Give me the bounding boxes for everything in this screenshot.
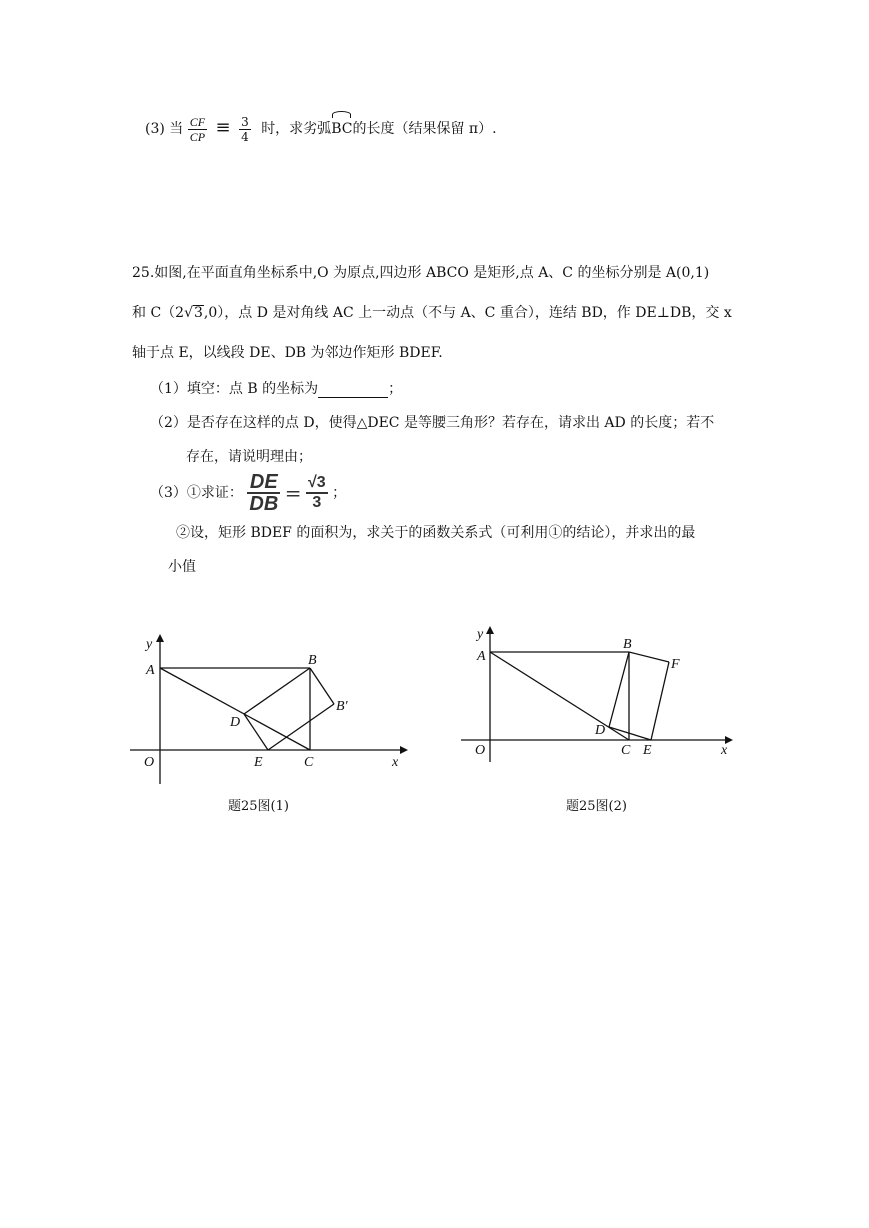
equals-sign: = bbox=[284, 481, 302, 505]
ratio-numerator: CF bbox=[189, 114, 206, 129]
label-f: F bbox=[671, 657, 680, 672]
label-e: E bbox=[643, 743, 652, 758]
equiv-sign: ≡ bbox=[215, 117, 231, 138]
q25-part1-end: ； bbox=[388, 381, 403, 397]
segment-fe bbox=[651, 662, 669, 740]
segment-bpe bbox=[268, 704, 334, 750]
label-o: O bbox=[475, 743, 486, 758]
segment-db bbox=[609, 652, 629, 727]
segment-de bbox=[609, 727, 651, 740]
q24-part3-mid: 时，求劣弧 bbox=[261, 121, 332, 137]
q25-part1 bbox=[150, 378, 402, 398]
q25-part3b-line2: 小值 bbox=[168, 559, 196, 575]
segment-bbp bbox=[310, 668, 334, 704]
label-y: y bbox=[146, 637, 153, 652]
label-x: x bbox=[721, 743, 728, 758]
x-arrow-icon bbox=[400, 746, 408, 754]
sqrt3-numerator: √3 bbox=[306, 474, 328, 494]
q25-part3 bbox=[150, 472, 346, 514]
q25-line2 bbox=[132, 302, 732, 322]
ratio-cf-cp bbox=[188, 115, 207, 144]
label-e: E bbox=[254, 755, 263, 770]
sqrt3-over-3 bbox=[306, 474, 328, 512]
value-numerator: 3 bbox=[241, 114, 249, 129]
q25-part1-label: （1）填空：点 B 的坐标为 bbox=[150, 381, 319, 397]
diagonal-ac bbox=[490, 652, 629, 740]
q24-part3-number: (3) bbox=[145, 121, 165, 137]
q24-part3-prefix: 当 bbox=[169, 121, 184, 137]
segment-db bbox=[244, 668, 310, 714]
q25-line3: 轴于点 E，以线段 DE、DB 为邻边作矩形 BDEF. bbox=[132, 345, 443, 361]
three-denominator: 3 bbox=[312, 494, 322, 511]
y-arrow-icon bbox=[486, 626, 494, 634]
figure-25-1-caption: 题25图(1) bbox=[228, 799, 289, 814]
label-c: C bbox=[621, 743, 631, 758]
label-c: C bbox=[304, 755, 314, 770]
value-denominator: 4 bbox=[241, 129, 249, 144]
answer-blank bbox=[318, 383, 388, 398]
q25-line1: 25.如图,在平面直角坐标系中,O 为原点,四边形 ABCO 是矩形,点 A、C 的坐标分别是 A(0,1) bbox=[132, 265, 710, 281]
segment-bf bbox=[629, 652, 669, 662]
label-a: A bbox=[477, 649, 486, 664]
label-b: B bbox=[623, 637, 632, 652]
de-db-numerator: DE bbox=[247, 472, 280, 494]
q25-part2-line2: 存在，请说明理由； bbox=[186, 449, 312, 465]
q24-part3 bbox=[145, 114, 497, 144]
label-bprime: B′ bbox=[336, 699, 348, 714]
sqrt-radicand: 3 bbox=[194, 305, 203, 321]
label-a: A bbox=[146, 663, 155, 678]
label-x: x bbox=[392, 755, 399, 770]
q25-line2-b: ,0），点 D 是对角线 AC 上一动点（不与 A、C 重合），连结 BD，作 DE⊥DB，交 x bbox=[203, 305, 732, 321]
ratio-denominator: CP bbox=[189, 129, 206, 144]
label-d: D bbox=[595, 723, 606, 738]
q25-line2-a: 和 C（2 bbox=[132, 305, 185, 321]
figure-25-1 bbox=[120, 632, 420, 792]
q25-part3b-line1: ②设，矩形 BDEF 的面积为，求关于的函数关系式（可利用①的结论），并求出的最 bbox=[176, 525, 696, 541]
segment-de bbox=[244, 714, 268, 750]
diagonal-ac bbox=[160, 668, 310, 750]
de-db-denominator: DB bbox=[249, 493, 279, 515]
label-y: y bbox=[477, 627, 484, 642]
figure-25-2-caption: 题25图(2) bbox=[566, 799, 627, 814]
q25-part3-label: （3）①求证： bbox=[150, 485, 243, 501]
label-b: B bbox=[308, 653, 317, 668]
q25-part3-end: ； bbox=[332, 485, 347, 501]
arc-bc: BC bbox=[331, 115, 352, 143]
label-o: O bbox=[144, 755, 155, 770]
y-arrow-icon bbox=[156, 634, 164, 642]
ratio-value bbox=[239, 115, 251, 144]
sqrt-sign: √ bbox=[184, 305, 193, 321]
q25-part2-line1: （2）是否存在这样的点 D，使得△DEC 是等腰三角形？若存在，请求出 AD 的长度；若不 bbox=[150, 415, 715, 431]
figure-25-2 bbox=[455, 622, 755, 772]
label-d: D bbox=[230, 715, 241, 730]
de-db-fraction bbox=[247, 472, 280, 514]
q24-part3-suffix: 的长度（结果保留 π）. bbox=[352, 121, 497, 137]
